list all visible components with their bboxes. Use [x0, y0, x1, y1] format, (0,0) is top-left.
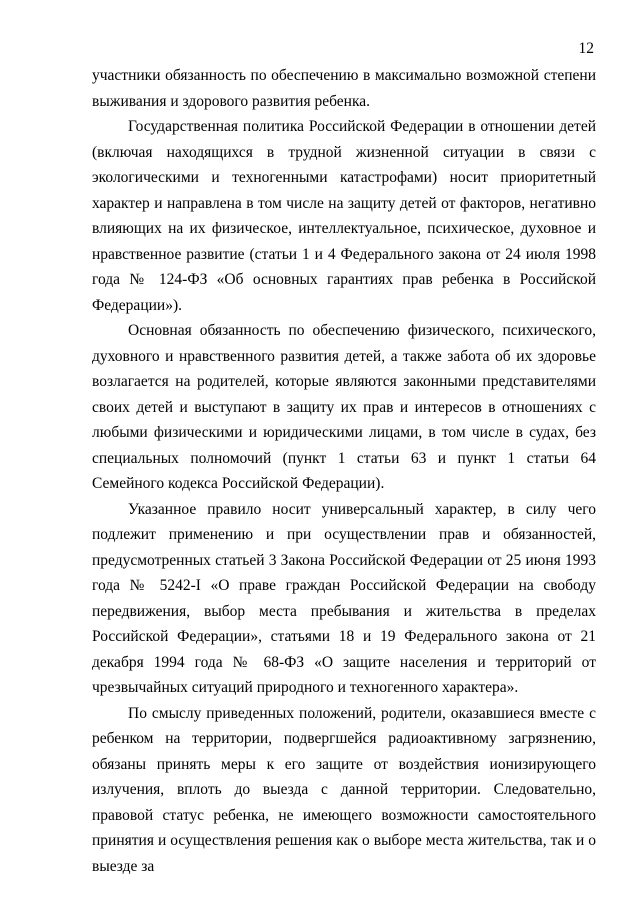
page-number: 12: [578, 40, 594, 57]
paragraph-interpretation: По смыслу приведенных положений, родители, оказавшиеся вместе с ребенком на территории, подвергшейся радиоактивному загрязнению, обязаны принять меры к его защите от воздействия ионизирующего излучения, вплоть до выезда с данной территории. Следовательно, правовой статус ребенка, не имеющего возможности самостоятельного принятия и осуществления решения как о выборе места жительства, так и о выезде за: [92, 704, 596, 875]
paragraph-universal-rule: Указанное правило носит универсальный характер, в силу чего подлежит применению и при осуществлении прав и обязанностей, предусмотренных статьей 3 Закона Российской Федерации от 25 июня 1993 года № 5242-I «О праве граждан Российской Федерации на свободу передвижения, выбор места пребывания и жительства в пределах Российской Федерации», статьями 18 и 19 Федерального закона от 21 декабря 1994 года № 68-ФЗ «О защите населения и территорий от чрезвычайных ситуаций природного и техногенного характера».: [92, 500, 596, 696]
paragraph-parental-duty: Основная обязанность по обеспечению физического, психического, духовного и нравственного развития детей, а также забота об их здоровье возлагается на родителей, которые являются законными представителями своих детей и выступают в защиту их прав и интересов в отношениях с любыми физическими и юридическими лицами, в том числе в судах, без специальных полномочий (пункт 1 статьи 63 и пункт 1 статьи 64 Семейного кодекса Российской Федерации).: [92, 322, 596, 492]
document-body: [92, 63, 596, 879]
paragraph-state-policy: Государственная политика Российской Федерации в отношении детей (включая находящихся в трудной жизненной ситуации в связи с экологическими и техногенными катастрофами) носит приоритетный характер и направлена в том числе на защиту детей от факторов, негативно влияющих на их физическое, интеллектуальное, психическое, духовное и нравственное развитие (статьи 1 и 4 Федерального закона от 24 июля 1998 года № 124-ФЗ «Об основных гарантиях прав ребенка в Российской Федерации»).: [92, 118, 596, 314]
paragraph-continuation: участники обязанность по обеспечению в максимально возможной степени выживания и здорового развития ребенка.: [92, 67, 596, 110]
